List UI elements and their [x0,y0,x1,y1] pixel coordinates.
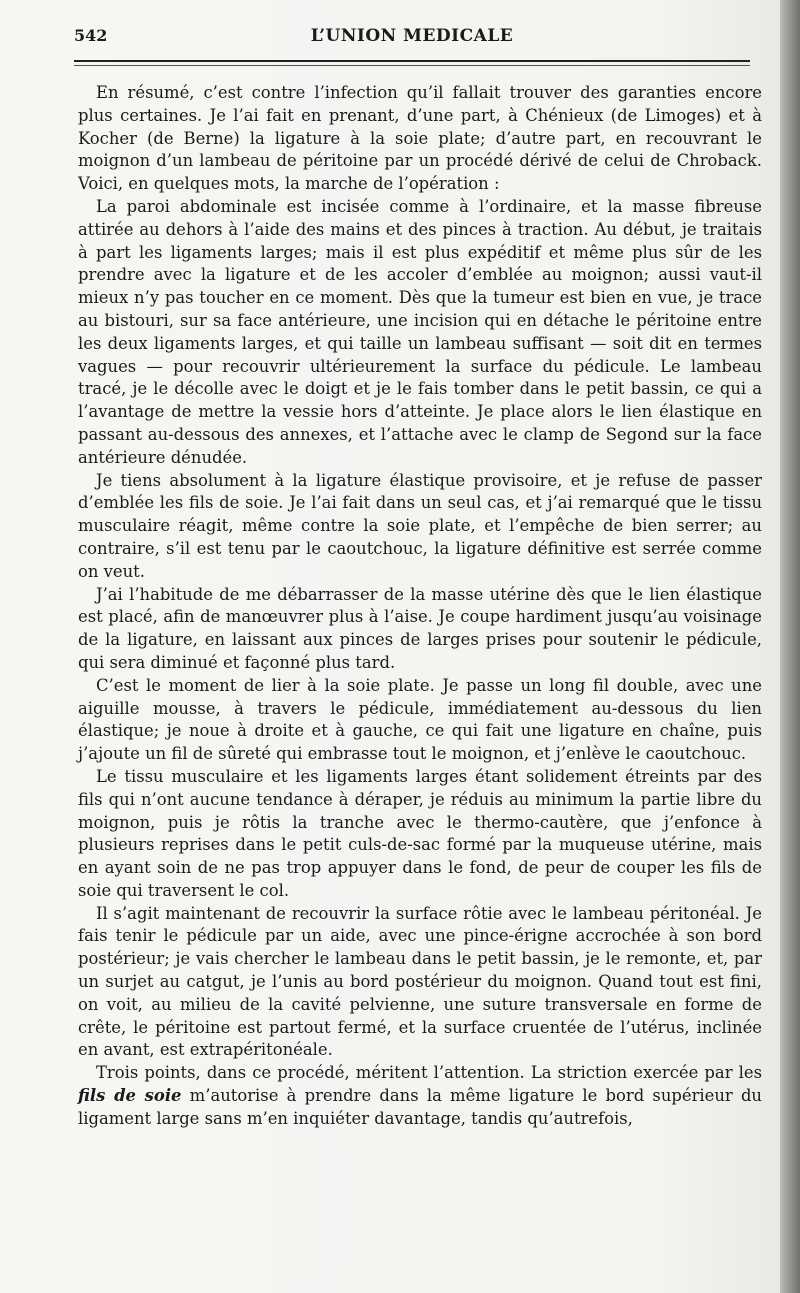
body-text [78,82,762,1131]
paragraph: Je tiens absolument à la ligature élastique provisoire, et je refuse de passer d’emblée les fils de soie. Je l’ai fait dans un seul cas, et j’ai remarqué que le tissu musculaire réagit, même contre la soie plate, et l’empêche de bien serrer; au contraire, s’il est tenu par le caoutchouc, la ligature définitive est serrée comme on veut. [78,470,762,581]
running-title: L’UNION MEDICALE [310,26,514,46]
paragraph-last-end: m’autorise à prendre dans la même ligature le bord supérieur du ligament large sans m’en inquiéter davantage, tandis qu’autrefois, [78,1086,762,1128]
paragraph: La paroi abdominale est incisée comme à l’ordinaire, et la masse fibreuse attirée au dehors à l’aide des mains et des pinces à traction. Au début, je traitais à part les ligaments larges; mais il est plus expéditif et même plus sûr de les prendre avec la ligature et de les accoler d’emblée au moignon; aussi vaut-il mieux n’y pas toucher en ce moment. Dès que la tumeur est bien en vue, je trace au bistouri, sur sa face antérieure, une incision qui en détache le péritoine entre les deux ligaments larges, et qui taille un lambeau suffisant — soit dit en termes vagues — pour recouvrir ultérieurement la surface du pédicule. Le lambeau tracé, je le décolle avec le doigt et je le fais tomber dans le petit bassin, ce qui a l’avantage de mettre la vessie hors d’atteinte. Je place alors le lien élastique en passant au-dessous des annexes, et l’attache avec le clamp de Segond sur la face antérieure dénudée. [78,196,762,467]
paragraph-last [78,1062,762,1130]
page-number: 542 [74,26,108,45]
page-header [74,22,750,52]
header-rule-thin [74,65,750,66]
header-rule [74,60,750,62]
paragraph: En résumé, c’est contre l’infection qu’il fallait trouver des garanties encore plus certaines. Je l’ai fait en prenant, d’une part, à Chénieux (de Limoges) et à Kocher (de Berne) la ligature à la soie plate; d’autre part, en recouvrant le moignon d’un lambeau de péritoine par un procédé dérivé de celui de Chroback. Voici, en quelques mots, la marche de l’opération : [78,83,762,194]
paragraph: C’est le moment de lier à la soie plate. Je passe un long fil double, avec une aiguille mousse, à travers le pédicule, immédiatement au-dessous du lien élastique; je noue à droite et à gauche, ce qui fait une ligature en chaîne, puis j’ajoute un fil de sûreté qui embrasse tout le moignon, et j’enlève le caoutchouc. [78,675,762,764]
paragraph-last-start: Trois points, dans ce procédé, méritent l’attention. La striction exercée par les [96,1063,762,1083]
book-spine-shadow [780,0,800,1293]
paragraph: Le tissu musculaire et les ligaments larges étant solidement étreints par des fils qui n’ont aucune tendance à déraper, je réduis au minimum la partie libre du moignon, puis je rôtis la tranche avec le thermo-cautère, que j’enfonce à plusieurs reprises dans le petit culs-de-sac formé par la muqueuse utérine, mais en ayant soin de ne pas trop appuyer dans le fond, de peur de couper les fils de soie qui traversent le col. [78,766,762,900]
paragraph-last-italic: fils de soie [78,1086,182,1106]
paragraph: Il s’agit maintenant de recouvrir la surface rôtie avec le lambeau péritonéal. Je fais tenir le pédicule par un aide, avec une pince-érigne accrochée à son bord postérieur; je vais chercher le lambeau dans le petit bassin, je le remonte, et, par un surjet au catgut, je l’unis au bord postérieur du moignon. Quand tout est fini, on voit, au milieu de la cavité pelvienne, une suture transversale en forme de crête, le péritoine est partout fermé, et la surface cruentée de l’utérus, inclinée en avant, est extrapéritonéale. [78,903,762,1060]
paragraph: J’ai l’habitude de me débarrasser de la masse utérine dès que le lien élastique est placé, afin de manœuvrer plus à l’aise. Je coupe hardiment jusqu’au voisinage de la ligature, en laissant aux pinces de larges prises pour soutenir le pédicule, qui sera diminué et façonné plus tard. [78,584,762,672]
